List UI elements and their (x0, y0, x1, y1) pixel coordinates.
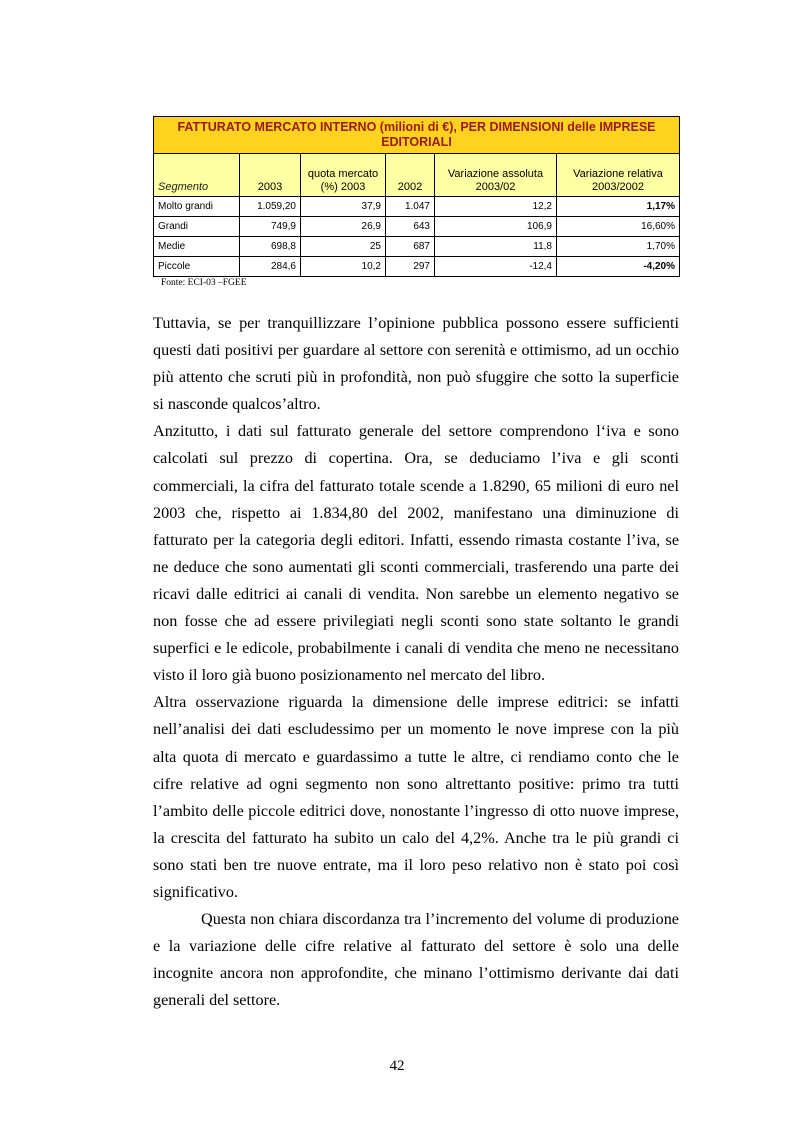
table-row (154, 257, 680, 277)
cell-2003: 698,8 (240, 237, 301, 257)
paragraph-2: Anzitutto, i dati sul fatturato generale del settore comprendono l‘iva e sono calcolati sul prezzo di copertina. Ora, se deduciamo l’iva e gli sconti commerciali, la cifra del fatturato totale scende a 1.8290, 65 milioni di euro nel 2003 che, rispetto ai 1.834,80 del 2002, manifestano una diminuzione di fatturato per la categoria degli editori. Infatti, essendo rimasta costante l’iva, se ne deduce che sono aumentati gli sconti commerciali, trasferendo una parte dei ricavi dalle editrici ai canali di vendita. Non sarebbe un elemento negativo se non fosse che ad essere privilegiati negli sconti sono state soltanto le grandi superfici e le edicole, probabilmente i canali di vendita che meno ne necessitano visto il loro già buono posizionamento nel mercato del libro. (153, 422, 679, 685)
table-row (154, 217, 680, 237)
cell-2002: 297 (386, 257, 435, 277)
cell-market-share: 37,9 (301, 197, 386, 217)
cell-market-share: 25 (301, 237, 386, 257)
cell-2003: 284,6 (240, 257, 301, 277)
paragraph-4: Questa non chiara discordanza tra l’incremento del volume di produzione e la variazione delle cifre relative al fatturato del settore è solo una delle incognite ancora non approfondite, che minano l’ottimismo derivante dai dati generali del settore. (153, 910, 679, 1010)
paragraph-3: Altra osservazione riguarda la dimensione delle imprese editrici: se infatti nell’analisi dei dati escludessimo per un momento le nove imprese con la più alta quota di mercato e guardassimo a tutte le altre, ci rendiamo conto che le cifre relative ad ogni segmento non sono altrettanto positive: primo tra tutti l’ambito delle piccole editrici dove, nonostante l’ingresso di otto nuove imprese, la crescita del fatturato ha subito un calo del 4,2%. Anche tra le più grandi ci sono stati ben tre nuove entrate, ma il loro peso relativo non è stato poi così significativo. (153, 693, 679, 901)
cell-market-share: 10,2 (301, 257, 386, 277)
market-revenue-table (153, 116, 680, 277)
page-number: 42 (389, 1058, 405, 1074)
table-title: FATTURATO MERCATO INTERNO (milioni di €), PER DIMENSIONI delle IMPRESE EDITORIALI (154, 117, 680, 154)
body-text (153, 310, 679, 1014)
header-2002: 2002 (386, 154, 435, 197)
header-2003: 2003 (240, 154, 301, 197)
cell-segment: Grandi (154, 217, 240, 237)
cell-market-share: 26,9 (301, 217, 386, 237)
header-absolute-variation: Variazione assoluta 2003/02 (435, 154, 557, 197)
cell-segment: Medie (154, 237, 240, 257)
market-table-block (153, 116, 679, 288)
cell-relative-variation: 1,70% (557, 237, 680, 257)
table-source-note: Fonte: ECI-03 –FGEE (161, 278, 247, 288)
cell-segment: Molto grandi (154, 197, 240, 217)
table-header-row (154, 154, 680, 197)
cell-absolute-variation: 106,9 (435, 217, 557, 237)
cell-2003: 1.059,20 (240, 197, 301, 217)
header-segment: Segmento (154, 154, 240, 197)
cell-relative-variation: 16,60% (557, 217, 680, 237)
header-relative-variation: Variazione relativa 2003/2002 (557, 154, 680, 197)
header-market-share: quota mercato (%) 2003 (301, 154, 386, 197)
table-row (154, 197, 680, 217)
cell-absolute-variation: 11,8 (435, 237, 557, 257)
cell-absolute-variation: 12,2 (435, 197, 557, 217)
cell-2003: 749,9 (240, 217, 301, 237)
cell-2002: 643 (386, 217, 435, 237)
paragraph-1: Tuttavia, se per tranquillizzare l’opinione pubblica possono essere sufficienti questi dati positivi per guardare al settore con serenità e ottimismo, ad un occhio più attento che scruti più in profondità, non può sfuggire che sotto la superficie si nasconde qualcos’altro. (153, 314, 679, 414)
cell-absolute-variation: -12,4 (435, 257, 557, 277)
cell-relative-variation: 1,17% (557, 197, 680, 217)
cell-relative-variation: -4,20% (557, 257, 680, 277)
cell-2002: 1.047 (386, 197, 435, 217)
cell-segment: Piccole (154, 257, 240, 277)
table-row (154, 237, 680, 257)
cell-2002: 687 (386, 237, 435, 257)
